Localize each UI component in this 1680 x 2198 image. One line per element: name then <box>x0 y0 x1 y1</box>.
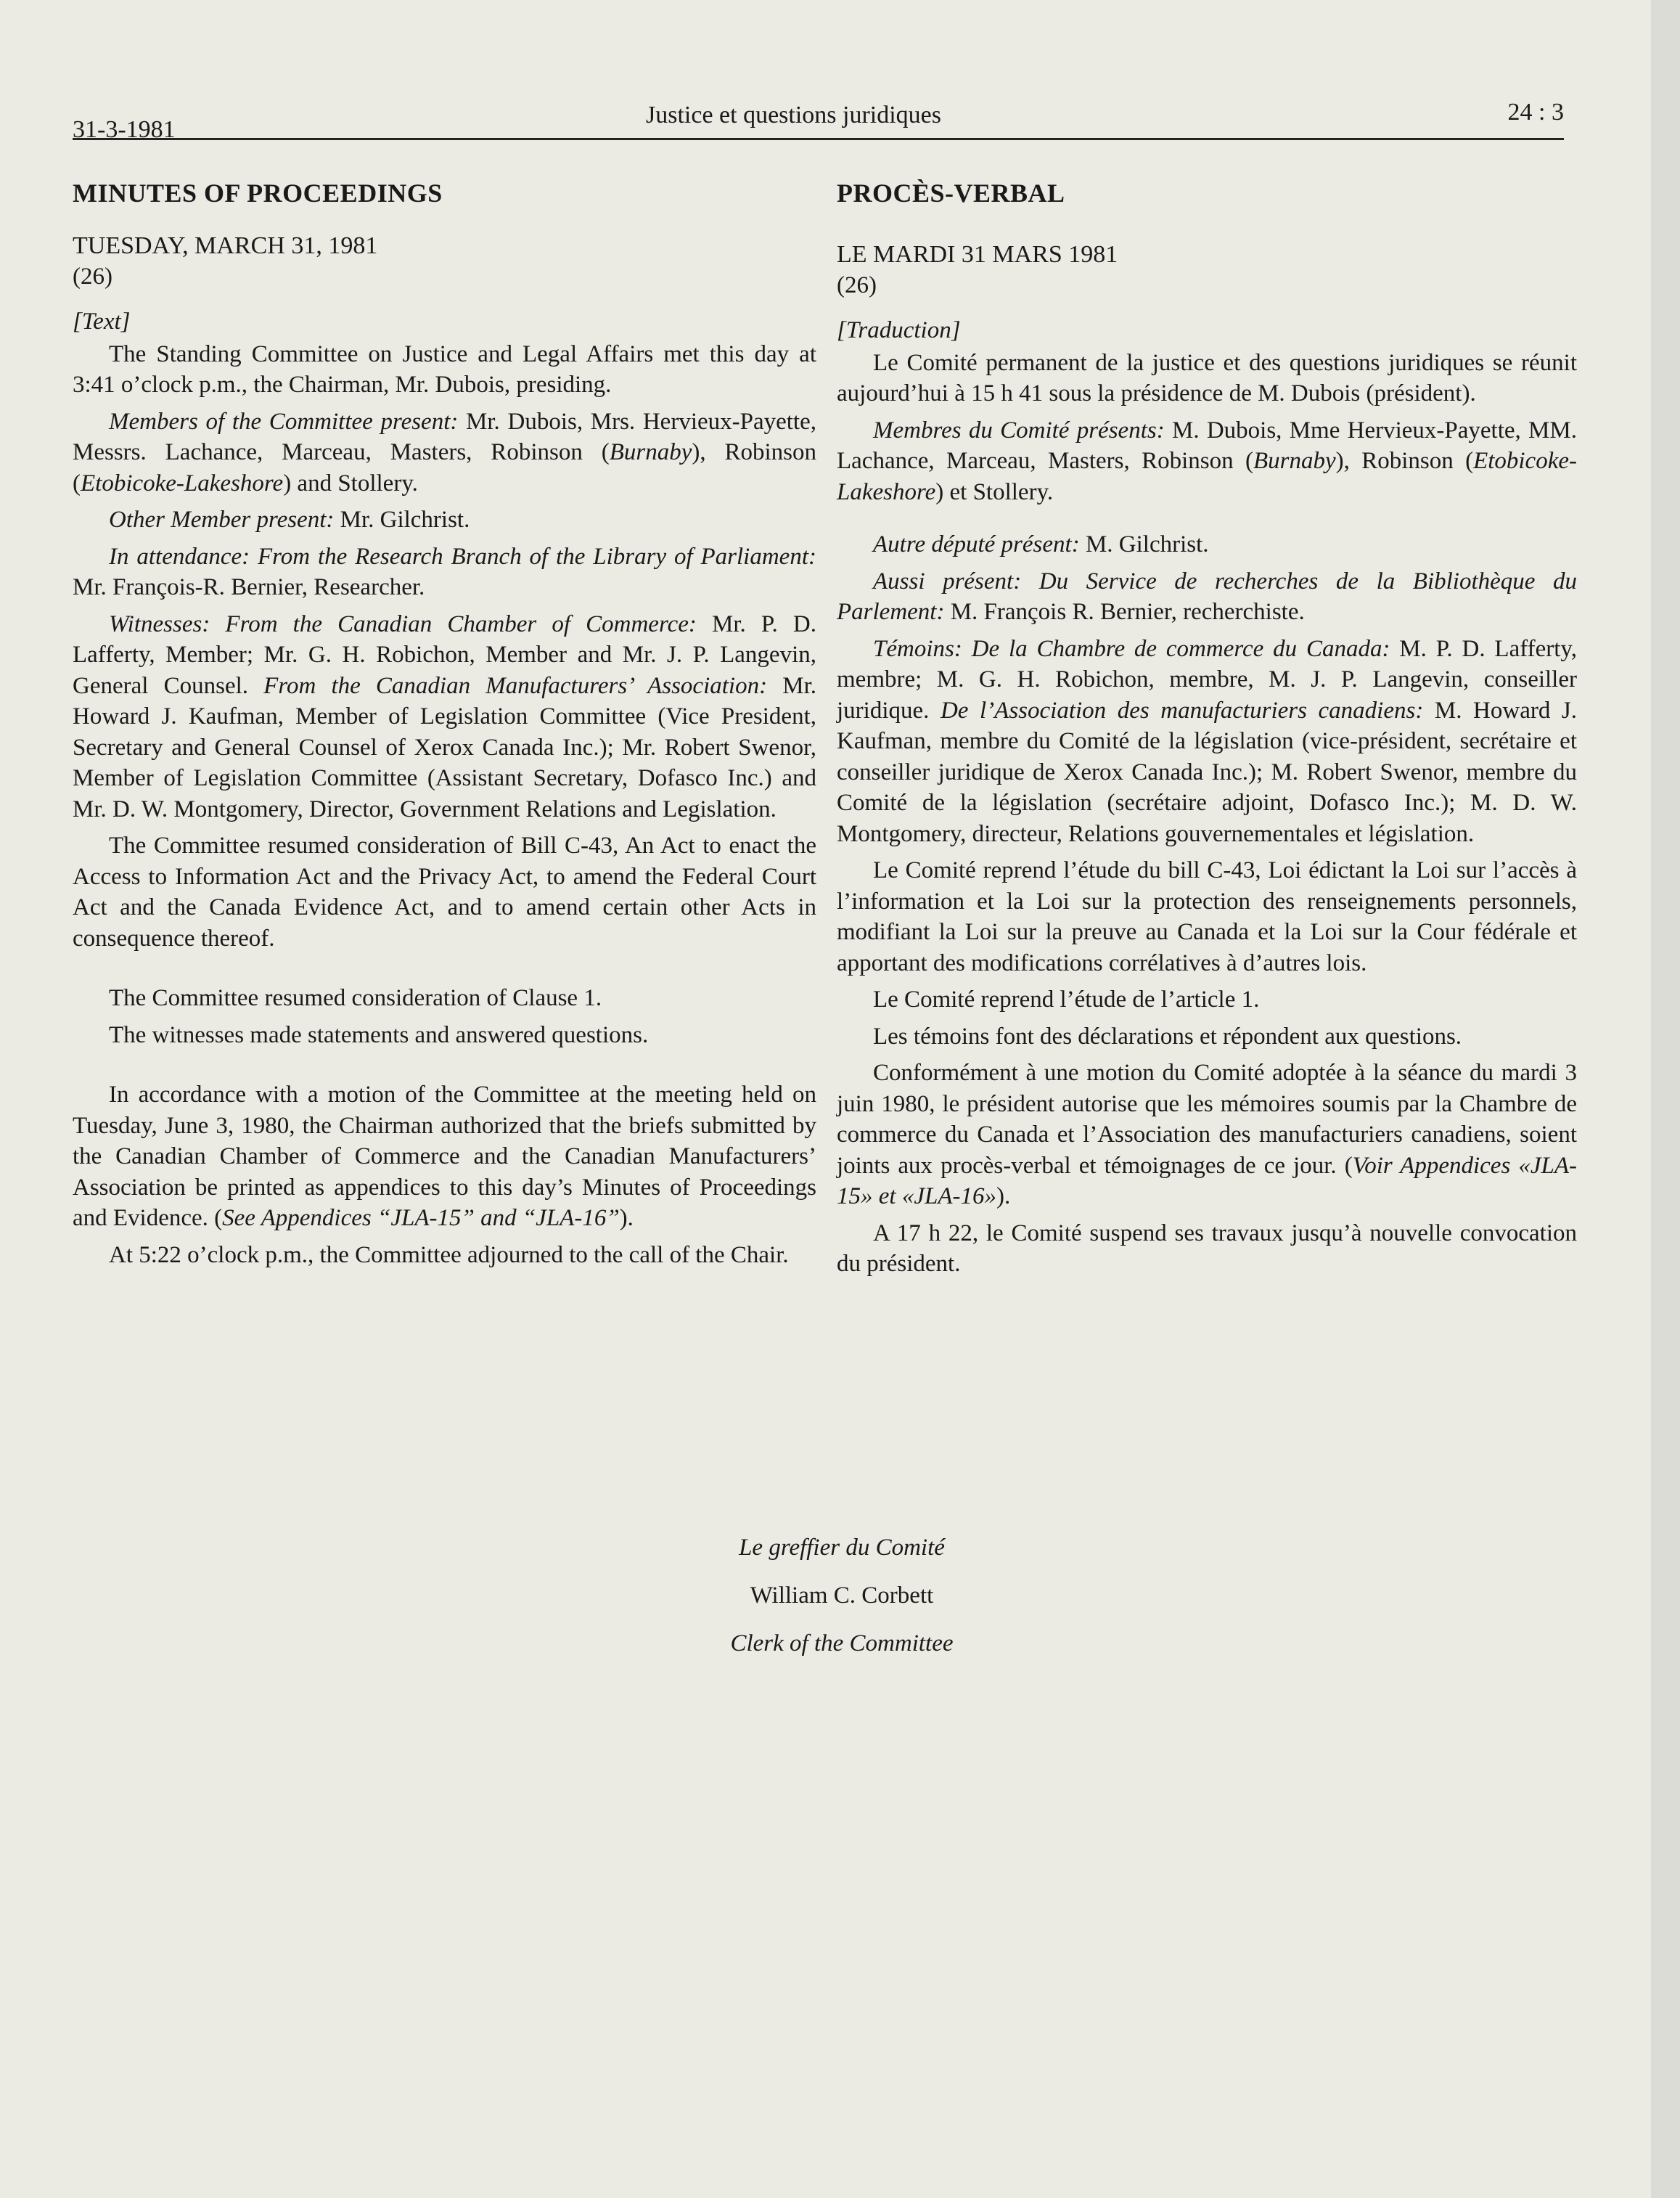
french-witnesses <box>837 634 1577 850</box>
members-riding-1: Burnaby <box>609 439 692 465</box>
english-adjournment: At 5:22 o’clock p.m., the Committee adjourned to the call of the Chair. <box>109 1241 789 1268</box>
english-witnesses <box>73 609 816 825</box>
temoins-label: Témoins: De la Chambre de commerce du Canada: <box>873 635 1390 662</box>
header-date: 31-3-1981 <box>73 116 176 143</box>
french-date: LE MARDI 31 MARS 1981 <box>837 240 1118 268</box>
english-witness-statements: The witnesses made statements and answered questions. <box>109 1021 649 1048</box>
witnesses-label: Witnesses: From the Canadian Chamber of Commerce: <box>109 610 697 637</box>
english-date: TUESDAY, MARCH 31, 1981 <box>73 232 378 259</box>
attendance-label: In attendance: From the Research Branch of the Library of Parliament: <box>109 543 816 570</box>
page-edge-shadow <box>1651 0 1680 2198</box>
french-witness-statements: Les témoins font des déclarations et répondent aux questions. <box>873 1023 1462 1050</box>
temoins-label-2: De l’Association des manufacturiers canadiens: <box>940 697 1424 724</box>
english-heading: MINUTES OF PROCEEDINGS <box>73 179 443 208</box>
french-heading: PROCÈS-VERBAL <box>837 179 1065 208</box>
english-motion-paragraph <box>73 1079 816 1234</box>
english-clause-consideration: The Committee resumed consideration of Clause 1. <box>109 985 602 1011</box>
french-adjournment: A 17 h 22, le Comité suspend ses travaux jusqu’à nouvelle convocation du président. <box>837 1219 1577 1277</box>
english-column <box>73 178 816 1276</box>
english-opening-paragraph: The Standing Committee on Justice and Legal Affairs met this day at 3:41 o’clock p.m., the Chairman, Mr. Dubois, presiding. <box>73 340 816 398</box>
aussi-present-label: Aussi présent: Du Service de recherches de la Bibliothèque du Parlement: <box>837 568 1577 625</box>
motion-fr-text-c: ). <box>996 1183 1011 1209</box>
english-members-present <box>73 406 816 499</box>
members-text-a: Mr. Dubois, Mrs. Hervieux-Payette, Messrs. Lachance, Marceau, Masters, Robinson ( <box>73 408 817 465</box>
french-members-present <box>837 415 1577 508</box>
french-clause-consideration: Le Comité reprend l’étude de l’article 1. <box>873 986 1260 1013</box>
other-member-text: Mr. Gilchrist. <box>334 507 470 533</box>
french-column <box>837 178 1577 1286</box>
temoins-text-b: M. Howard J. Kaufman, membre du Comité de la législation (vice-président, secrétaire et conseiller juridique de Xerox Canada Inc.); M. Robert Swenor, membre du Comité de la législation (secrétaire adjoint, Dofasco Inc.); M. D. W. Montgomery, directeur, Relations gouvernementales et législation. <box>837 697 1577 847</box>
membres-text-a: M. Dubois, Mme Hervieux-Payette, MM. Lachance, Marceau, Masters, Robinson ( <box>837 417 1577 474</box>
members-label: Members of the Committee present: <box>109 408 459 435</box>
witnesses-text-b: Mr. Howard J. Kaufman, Member of Legislation Committee (Vice President, Secretary and General Counsel of Xerox Canada Inc.); Mr. Robert Swenor, Member of Legislation Committee (Assistant Secretary, Dofasco Inc.) and Mr. D. W. Montgomery, Director, Government Relations and Legislation. <box>73 672 816 822</box>
membres-text-e: ) et Stollery. <box>935 478 1054 505</box>
french-opening-paragraph: Le Comité permanent de la justice et des questions juridiques se réunit aujourd’hui à 15 h 41 sous la présidence de M. Dubois (président). <box>837 349 1577 406</box>
page-header <box>73 94 1564 143</box>
clerk-title-french: Le greffier du Comité <box>739 1535 945 1561</box>
other-member-label: Other Member present: <box>109 507 335 533</box>
witnesses-label-2: From the Canadian Manufacturers’ Association: <box>263 672 768 699</box>
autre-depute-text: M. Gilchrist. <box>1079 531 1209 557</box>
membres-text-c: ), Robinson ( <box>1335 448 1474 474</box>
french-bill-consideration: Le Comité reprend l’étude du bill C-43, Loi édictant la Loi sur l’accès à l’information et la Loi sur la protection des renseignements personnels, modifiant la Loi sur la preuve au Canada et la Loi sur la Cour fédérale et apportant des modifications corrélatives à d’autres lois. <box>837 857 1577 976</box>
motion-appendices: See Appendices “JLA-15” and “JLA-16” <box>222 1205 620 1231</box>
english-bill-consideration: The Committee resumed consideration of Bill C-43, An Act to enact the Access to Information Act and the Privacy Act, to amend the Federal Court Act and the Canada Evidence Act, and to amend certain other Acts in consequence thereof. <box>73 833 816 952</box>
motion-text-a: In accordance with a motion of the Committee at the meeting held on Tuesday, June 3, 1980, the Chairman authorized that the briefs submitted by the Canadian Chamber of Commerce and the Canadian Manufacturers’ Association be printed as appendices to this day’s Minutes of Proceedings and Evidence. ( <box>73 1082 816 1231</box>
motion-text-c: ). <box>619 1205 634 1231</box>
french-attendance <box>837 566 1577 628</box>
temoins-text-a: M. P. D. Lafferty, membre; M. G. H. Robichon, membre, M. J. P. Langevin, conseiller juridique. <box>837 635 1578 724</box>
french-sitting-number: (26) <box>837 271 877 298</box>
english-other-member <box>73 504 816 536</box>
signature-block <box>653 1532 1030 1675</box>
membres-riding-1: Burnaby <box>1253 448 1336 474</box>
membres-label: Membres du Comité présents: <box>873 417 1165 444</box>
header-title: Justice et questions juridiques <box>646 102 942 128</box>
autre-depute-label: Autre député présent: <box>873 531 1080 557</box>
membres-riding-2: Etobicoke-Lakeshore <box>837 448 1577 505</box>
attendance-text: Mr. François-R. Bernier, Researcher. <box>73 574 425 600</box>
english-sitting-number: (26) <box>73 263 112 290</box>
motion-fr-text-a: Conformément à une motion du Comité adoptée à la séance du mardi 3 juin 1980, le président autorise que les mémoires soumis par la Chambre de commerce du Canada et l’Association des manufacturiers canadiens, soient joints aux procès-verbal et témoignages de ce jour. ( <box>837 1060 1577 1179</box>
english-attendance <box>73 542 816 603</box>
aussi-present-text: M. François R. Bernier, recherchiste. <box>944 599 1305 625</box>
clerk-title-english: Clerk of the Committee <box>730 1630 954 1656</box>
french-other-member <box>837 529 1577 560</box>
header-page-number: 24 : 3 <box>1507 99 1564 126</box>
english-text-tag: [Text] <box>73 309 131 335</box>
french-translation-tag: [Traduction] <box>837 317 961 343</box>
motion-fr-appendices: Voir Appendices «JLA-15» et «JLA-16» <box>837 1152 1578 1209</box>
clerk-name: William C. Corbett <box>750 1582 934 1609</box>
witnesses-text-a: Mr. P. D. Lafferty, Member; Mr. G. H. Robichon, Member and Mr. J. P. Langevin, General Counsel. <box>73 610 817 699</box>
members-text-e: ) and Stollery. <box>283 470 418 497</box>
french-motion-paragraph <box>837 1058 1577 1212</box>
members-text-c: ), Robinson ( <box>73 439 816 497</box>
members-riding-2: Etobicoke-Lakeshore <box>81 470 284 497</box>
